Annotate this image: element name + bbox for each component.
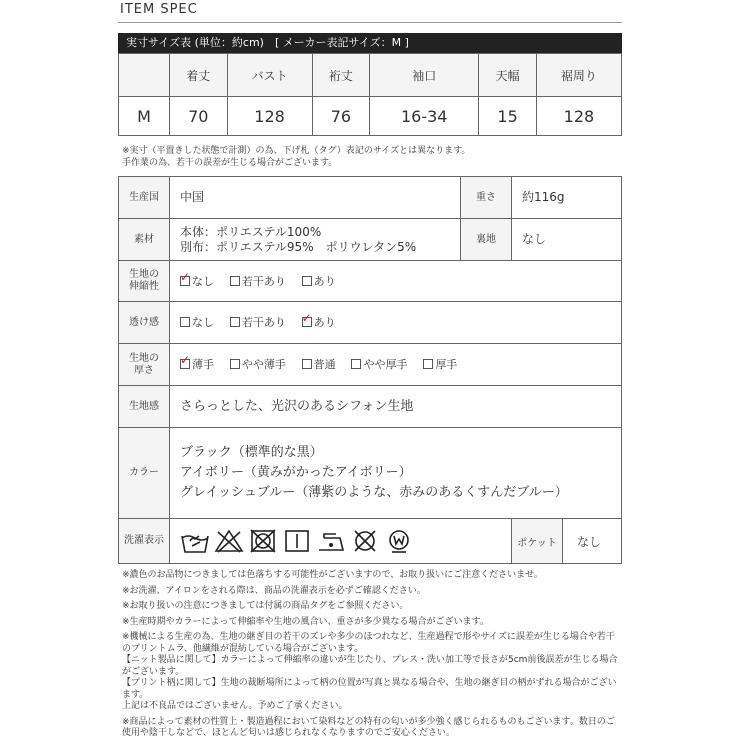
thickness-label [119, 344, 170, 386]
line-dry-icon [282, 528, 312, 554]
column-header: 天幅 [479, 54, 537, 97]
thickness-options [170, 344, 622, 386]
thickness-option-label: やや薄手 [241, 358, 286, 371]
checkbox-icon [302, 276, 312, 286]
footnote: ※機械による生産の為、生地の継ぎ目の若干のズレや多少のほつれなど、生産過程で形やサイズに誤差が生じる場合や若干のプリントムラ、他繊維が混紡している場合がございます。 [122, 632, 615, 654]
checkbox-icon [302, 359, 312, 369]
sheer-label: 透け感 [119, 302, 170, 344]
thickness-option [230, 357, 286, 372]
sheer-option-label: なし [192, 316, 214, 329]
size-value: 16-34 [370, 97, 479, 136]
checked-box-icon [180, 276, 190, 286]
footnotes [122, 570, 622, 744]
section-title: ITEM SPEC [120, 2, 198, 17]
thickness-option-label: 厚手 [435, 358, 458, 371]
color-item: グレイッシュブルー（薄紫のような、赤みのあるくすんだブルー） [180, 485, 568, 500]
origin-label: 生産国 [119, 177, 170, 219]
material-line-1: 本体：ポリエステル100% [180, 224, 322, 239]
size-note-1: ※実寸（平置きした状態で計測）の為、下げ札（タグ）表記のサイズとは異なります。 [122, 146, 471, 156]
checkbox-icon [423, 359, 433, 369]
lining-value: なし [512, 219, 622, 261]
stretch-label [119, 261, 170, 302]
footnote: ※お取り扱いの注意につきましては付属の商品タグをご参照ください。 [122, 601, 409, 611]
size-value: 70 [170, 97, 228, 136]
checkbox-icon [230, 276, 240, 286]
pocket-cell [512, 519, 622, 564]
sheer-option-label: あり [313, 316, 336, 329]
thickness-option [302, 357, 336, 372]
pocket-label: ポケット [512, 519, 563, 563]
sheer-option-label: 若干あり [241, 316, 286, 329]
wet-clean-icon [384, 528, 414, 554]
color-values [170, 428, 622, 519]
weight-label: 重さ [461, 177, 512, 219]
checked-box-icon [180, 359, 190, 369]
thickness-option-label: 普通 [313, 358, 336, 371]
footnote: 上記は不良品ではございません。予めご了承ください。 [122, 701, 348, 711]
thickness-label-line-2: 厚さ [134, 364, 154, 376]
footnote: ※濃色のお品物につきましては色落ちする可能性がございますので、お取り扱いにご注意くださいませ。 [122, 570, 543, 580]
no-dry-clean-icon [350, 528, 380, 554]
color-item: ブラック（標準的な黒） [180, 445, 323, 460]
size-value: 128 [536, 97, 621, 136]
origin-value: 中国 [170, 177, 461, 219]
title-divider [118, 22, 622, 23]
no-bleach-icon [214, 528, 244, 554]
footnote: ※お洗濯、アイロンをされる際は、商品の洗濯表示を必ずご確認ください。 [122, 585, 426, 596]
thickness-option [351, 357, 407, 372]
wash-symbols [170, 519, 512, 564]
color-item: アイボリー（黄みがかったアイボリー） [180, 465, 412, 480]
lining-label: 裏地 [461, 219, 512, 261]
stretch-label-line-2: 伸縮性 [129, 281, 159, 292]
stretch-option [302, 274, 336, 289]
stretch-option [230, 274, 286, 289]
thickness-option-label: やや厚手 [363, 358, 408, 371]
footnote: 【プリント柄に関して】生地の裁断場所によって柄の位置が写真と異なる場合や、生地の継ぎ目の柄がずれる場合がございます。 [122, 678, 617, 700]
size-table-caption: 実寸サイズ表 (単位：約cm) [ メーカー表記サイズ：M ] [118, 33, 622, 53]
footnote: ※生産時期やカラーによって伸縮率や生地の風合い、重さが多少異なる場合がございます。 [122, 616, 489, 627]
size-value: 76 [312, 97, 370, 136]
column-header: 着丈 [170, 54, 228, 97]
pocket-value: なし [577, 534, 602, 549]
stretch-option-label: あり [313, 274, 336, 288]
checkbox-icon [351, 359, 361, 369]
material-value [170, 219, 461, 261]
column-header: 袖口 [370, 54, 479, 97]
sheer-options [170, 302, 622, 344]
sheer-option [180, 315, 214, 330]
hand-wash-icon [180, 528, 210, 554]
size-label: M [119, 97, 170, 136]
checkbox-icon [230, 317, 240, 327]
column-header: バスト [227, 54, 312, 97]
texture-label: 生地感 [119, 386, 170, 428]
footnote: 【ニット製品に関して】カラーによって伸縮率の違いが生じたり、プレス・洗い加工等で長さが5cm前後誤差が生じる場合がございます。 [122, 655, 618, 677]
stretch-option-label: なし [192, 274, 214, 288]
size-value: 128 [227, 97, 312, 136]
material-label: 素材 [119, 219, 170, 261]
stretch-label-line-1: 生地の [129, 269, 159, 280]
checkbox-icon [230, 359, 240, 369]
footnote: ※商品によって素材の性質上・製造過程において染料などの特有の匂いが多少強く感じられるものもございます。数日のご使用や陰干しなどで、ほとんど匂いは感じられなくなりますのでご安心ください。 [122, 716, 615, 738]
thickness-label-line-1: 生地の [129, 352, 159, 364]
stretch-option [180, 274, 214, 289]
wash-label: 洗濯表示 [119, 519, 170, 564]
size-table [118, 53, 622, 136]
no-tumble-dry-icon [248, 528, 278, 554]
spec-table [118, 176, 622, 564]
thickness-option [180, 357, 214, 372]
size-value: 15 [479, 97, 537, 136]
iron-low-icon [316, 528, 346, 554]
size-table-corner [119, 54, 170, 97]
column-header: 裄丈 [312, 54, 370, 97]
sheer-option [302, 315, 336, 330]
column-header: 裾周り [536, 54, 621, 97]
color-label: カラー [119, 428, 170, 519]
thickness-option [423, 357, 457, 372]
weight-value: 約116g [512, 177, 622, 219]
size-note-2: 手作業の為、若干の誤差が生じる場合がございます。 [122, 158, 338, 168]
texture-value: さらっとした、光沢のあるシフォン生地 [170, 386, 622, 428]
stretch-options [170, 261, 622, 302]
stretch-option-label: 若干あり [241, 274, 286, 288]
checkbox-icon [180, 317, 190, 327]
material-line-2: 別布：ポリエステル95% ポリウレタン5% [180, 239, 417, 254]
thickness-option-label: 薄手 [192, 358, 214, 371]
checked-box-icon [302, 317, 312, 327]
sheer-option [230, 315, 286, 330]
